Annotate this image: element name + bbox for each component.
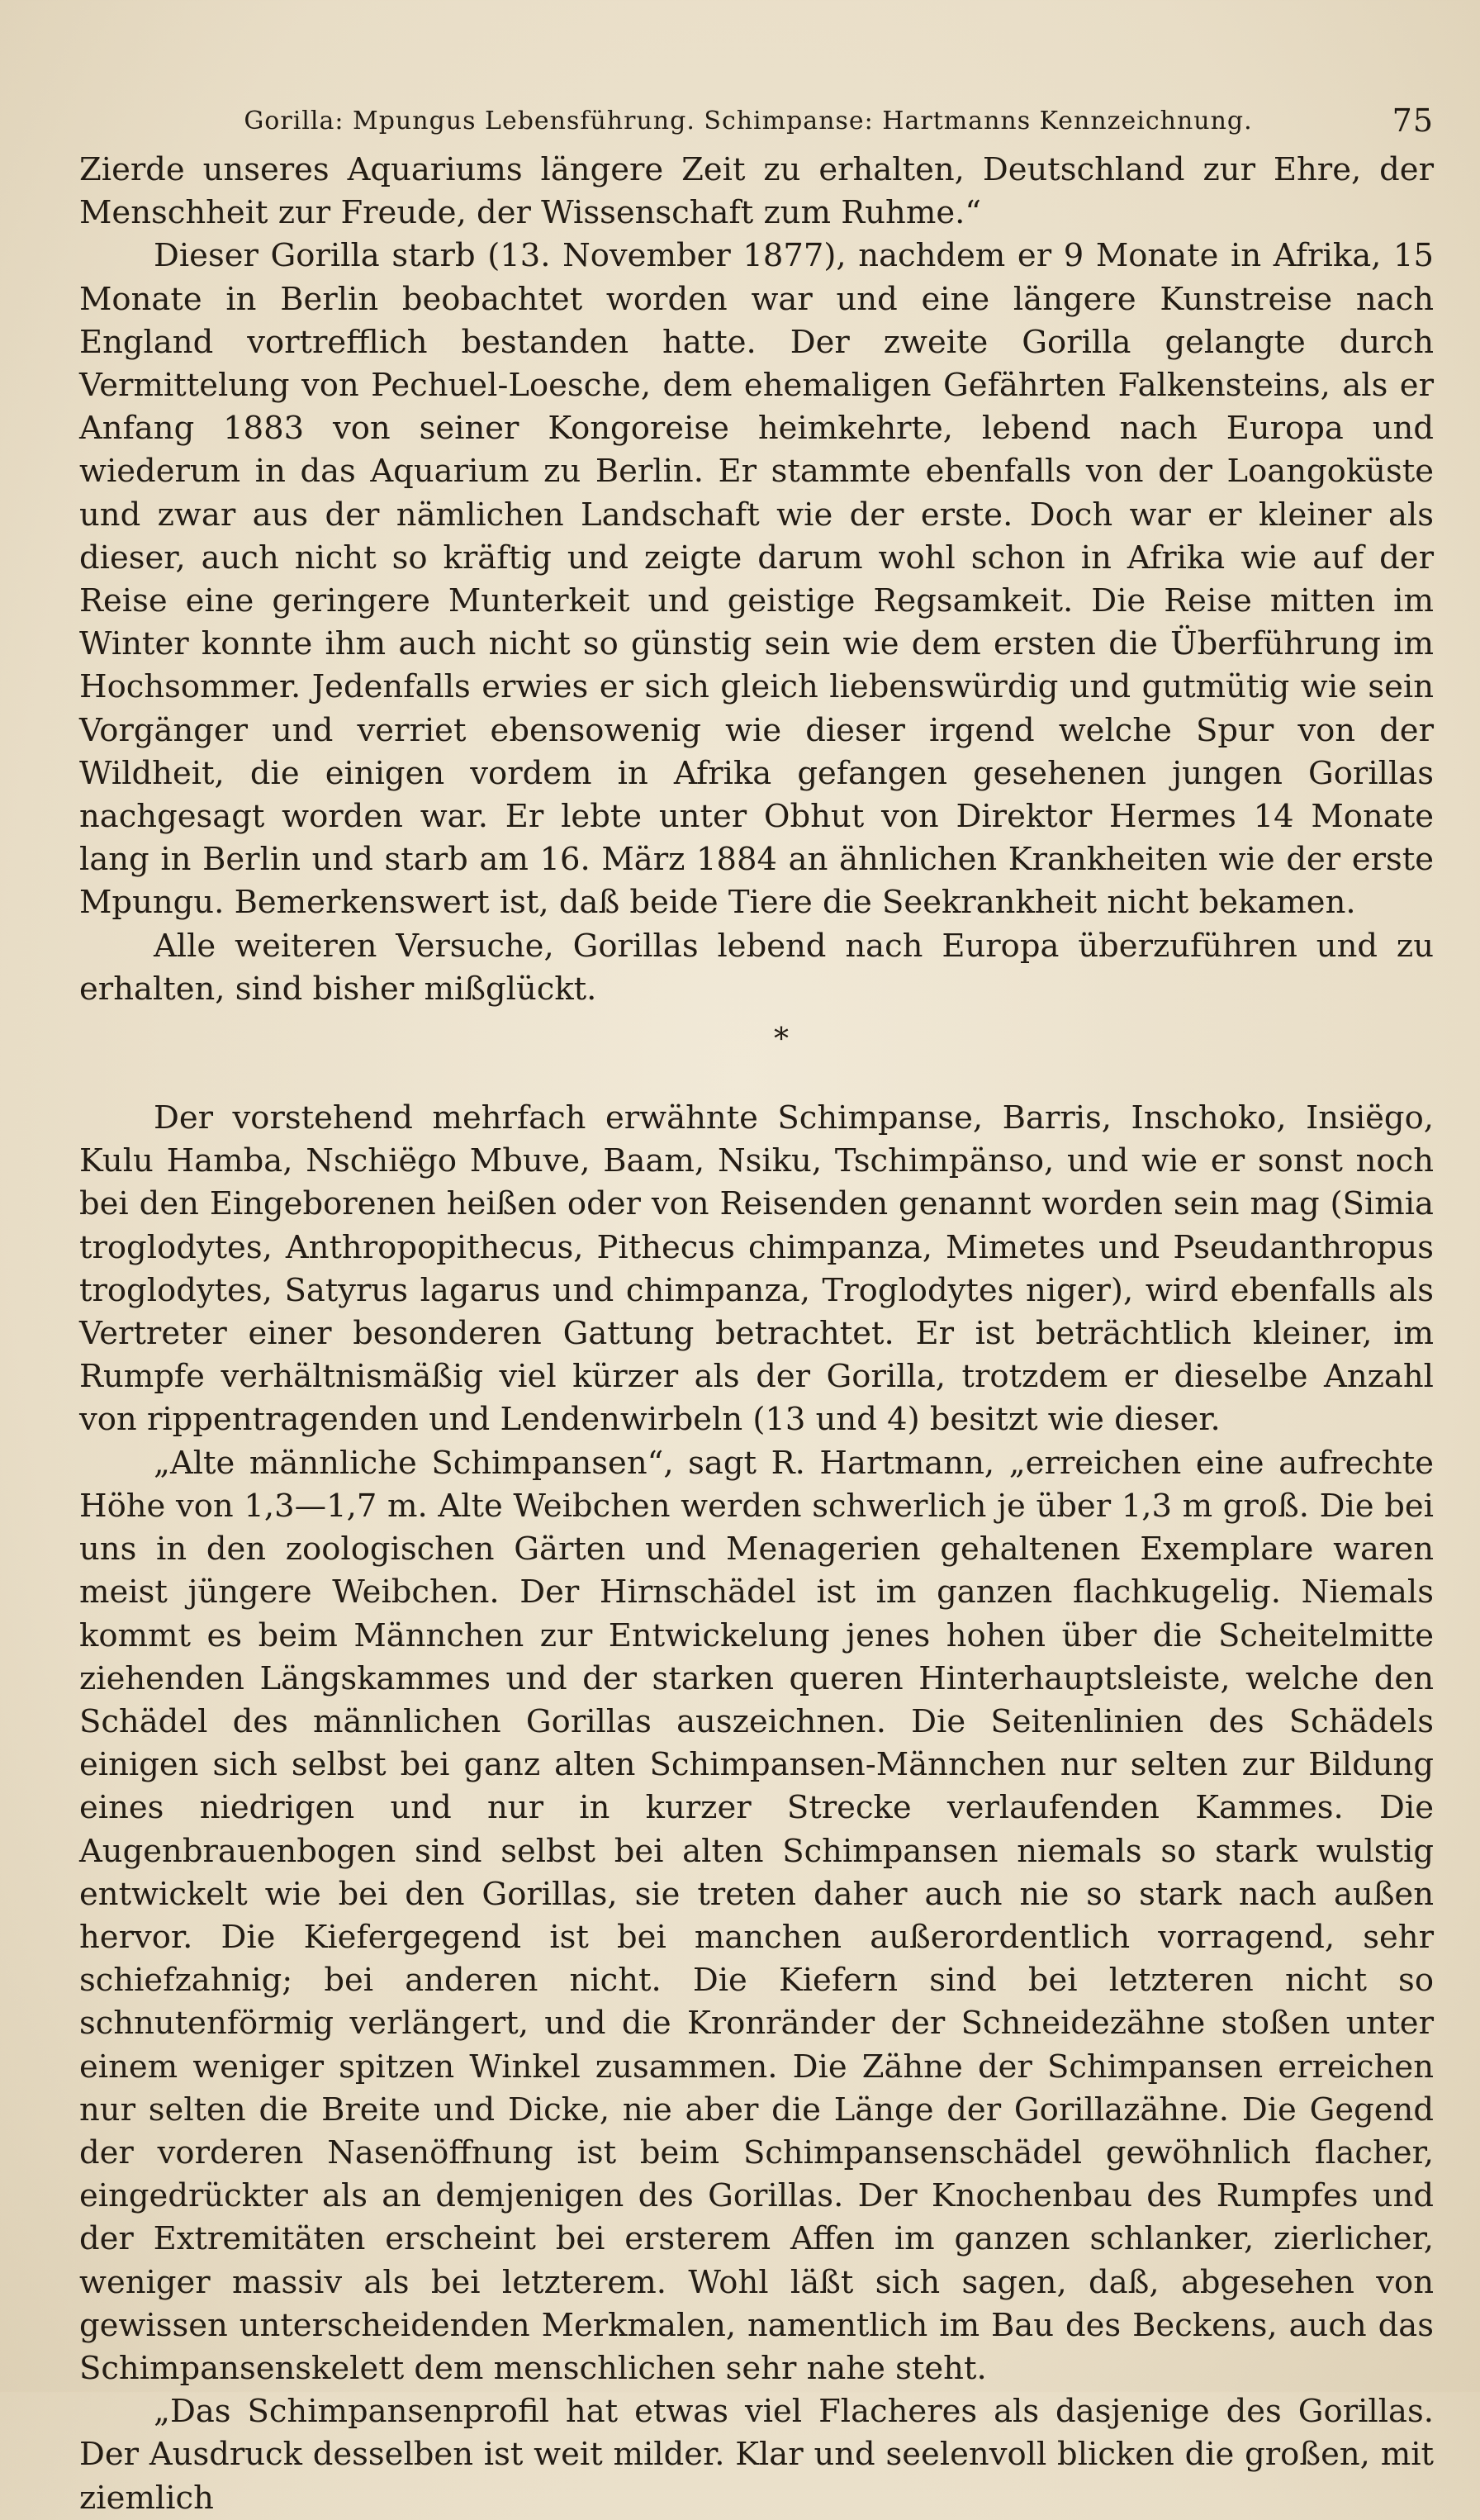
body-text [79, 149, 1434, 2520]
paragraph: „Alte männliche Schimpansen“, sagt R. Hartmann, „erreichen eine aufrechte Höhe von 1,3—1,7 m. Alte Weibchen werden schwerlich je über 1,3 m groß. Die bei uns in den zoologischen Gärten und Menagerien gehaltenen Exemplare waren meist jüngere Weibchen. Der Hirnschädel ist im ganzen flachkugelig. Niemals kommt es beim Männchen zur Entwickelung jenes hohen über die Scheitelmitte ziehenden Längskammes und der starken queren Hinterhauptsleiste, welche den Schädel des männlichen Gorillas auszeichnen. Die Seitenlinien des Schädels einigen sich selbst bei ganz alten Schimpansen-Männchen nur selten zur Bildung eines niedrigen und nur in kurzer Strecke verlaufenden Kammes. Die Augenbrauenbogen sind selbst bei alten Schimpansen niemals so stark wulstig entwickelt wie bei den Gorillas, sie treten daher auch nie so stark nach außen hervor. Die Kiefergegend ist bei manchen außerordentlich vorragend, sehr schiefzahnig; bei anderen nicht. Die Kiefern sind bei letzteren nicht so schnutenförmig verlängert, und die Kronränder der Schneidezähne stoßen unter einem weniger spitzen Winkel zusammen. Die Zähne der Schimpansen erreichen nur selten die Breite und Dicke, nie aber die Länge der Gorillazähne. Die Gegend der vorderen Nasenöffnung ist beim Schimpansenschädel gewöhnlich flacher, eingedrückter als an demjenigen des Gorillas. Der Knochenbau des Rumpfes und der Extremitäten erscheint bei ersterem Affen im ganzen schlanker, zierlicher, weniger massiv als bei letzterem. Wohl läßt sich sagen, daß, abgesehen von gewissen unterscheidenden Merkmalen, namentlich im Bau des Beckens, auch das Schimpansenskelett dem menschlichen sehr nahe steht. [79, 1444, 1434, 2387]
section-separator: * [774, 1023, 789, 1057]
running-title: Gorilla: Mpungus Lebensführung. Schimpanse: Hartmanns Kennzeichnung. [244, 106, 1253, 135]
paragraph: Zierde unseres Aquariums längere Zeit zu erhalten, Deutschland zur Ehre, der Menschheit zur Freude, der Wissenschaft zum Ruhme.“ [79, 151, 1434, 232]
paragraph: Der vorstehend mehrfach erwähnte Schimpanse, Barris, Inschoko, Insiëgo, Kulu Hamba, Nschiëgo Mbuve, Baam, Nsiku, Tschimpänso, und wie er sonst noch bei den Eingeborenen heißen oder von Reisenden genannt worden sein mag (Simia troglodytes, Anthropopithecus, Pithecus chimpanza, Mimetes und Pseudanthropus troglodytes, Satyrus lagarus und chimpanza, Troglodytes niger), wird ebenfalls als Vertreter einer besonderen Gattung betrachtet. Er ist beträchtlich kleiner, im Rumpfe verhältnismäßig viel kürzer als der Gorilla, trotzdem er dieselbe Anzahl von rippentragenden und Lendenwirbeln (13 und 4) besitzt wie dieser. [79, 1099, 1434, 1439]
paragraph: Alle weiteren Versuche, Gorillas lebend nach Europa überzuführen und zu erhalten, sind bisher mißglückt. [79, 927, 1434, 1008]
page-number: 75 [1392, 102, 1434, 139]
book-page [79, 93, 1434, 2517]
page-header [79, 93, 1434, 149]
paragraph: „Das Schimpansenprofil hat etwas viel Flacheres als dasjenige des Gorillas. Der Ausdruck desselben ist weit milder. Klar und seelenvoll blicken die großen, mit ziemlich [79, 2393, 1434, 2517]
paragraph: Dieser Gorilla starb (13. November 1877), nachdem er 9 Monate in Afrika, 15 Monate in Berlin beobachtet worden war und eine längere Kunstreise nach England vortrefflich bestanden hatte. Der zweite Gorilla gelangte durch Vermittelung von Pechuel-Loesche, dem ehemaligen Gefährten Falkensteins, als er Anfang 1883 von seiner Kongoreise heimkehrte, lebend nach Europa und wiederum in das Aquarium zu Berlin. Er stammte ebenfalls von der Loangoküste und zwar aus der nämlichen Landschaft wie der erste. Doch war er kleiner als dieser, auch nicht so kräftig und zeigte darum wohl schon in Afrika wie auf der Reise eine geringere Munterkeit und geistige Regsamkeit. Die Reise mitten im Winter konnte ihm auch nicht so günstig sein wie dem ersten die Überführung im Hochsommer. Jedenfalls erwies er sich gleich liebenswürdig und gutmütig wie sein Vorgänger und verriet ebensowenig wie dieser irgend welche Spur von der Wildheit, die einigen vordem in Afrika gefangen gesehenen jungen Gorillas nachgesagt worden war. Er lebte unter Obhut von Direktor Hermes 14 Monate lang in Berlin und starb am 16. März 1884 an ähnlichen Krankheiten wie der erste Mpungu. Bemerkenswert ist, daß beide Tiere die Seekrankheit nicht bekamen. [79, 237, 1434, 922]
